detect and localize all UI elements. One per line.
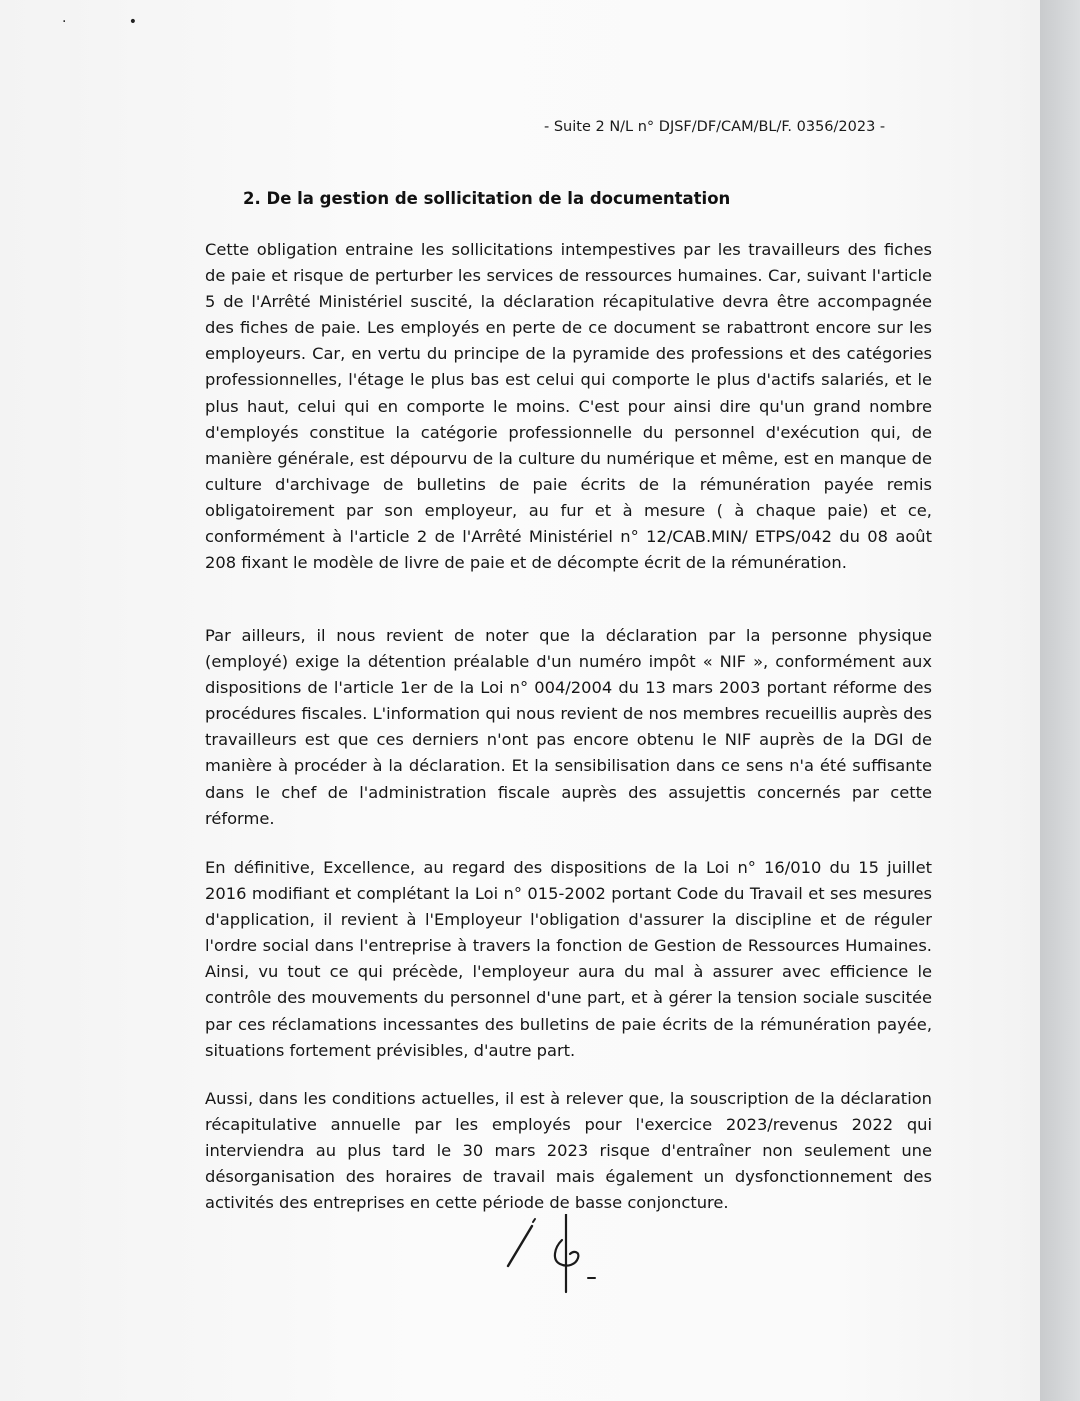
handwritten-signature	[500, 1214, 610, 1294]
paragraph-3: En définitive, Excellence, au regard des dispositions de la Loi n° 16/010 du 15 juillet 2016 modifiant et complétant la Loi n° 015-2002 portant Code du Travail et ses mesures d'application, il revient à l'Employeur l'obligation d'assurer la discipline et de réguler l'ordre social dans l'entreprise à travers la fonction de Gestion de Ressources Humaines. Ainsi, vu tout ce qui précède, l'employeur aura du mal à assurer avec efficience le contrôle des mouvements du personnel d'une part, et à gérer la tension sociale suscitée par ces réclamations incessantes des bulletins de paie écrits de la rémunération payée, situations fortement prévisibles, d'autre part.	[205, 858, 932, 1060]
letter-reference: - Suite 2 N/L n° DJSF/DF/CAM/BL/F. 0356/2023 -	[544, 119, 886, 135]
page-edge-shadow	[1040, 0, 1080, 1401]
paragraph-2: Par ailleurs, il nous revient de noter que la déclaration par la personne physique (employé) exige la détention préalable d'un numéro impôt « NIF », conformément aux dispositions de l'article 1er de la Loi n° 004/2004 du 13 mars 2003 portant réforme des procédures fiscales. L'information qui nous revient de nos membres recueillis auprès des travailleurs est que ces derniers n'ont pas encore obtenu le NIF auprès de la DGI de manière à procéder à la déclaration. Et la sensibilisation dans ce sens n'a été suffisante dans le chef de l'administration fiscale auprès des assujettis concernés par cette réforme.	[205, 626, 932, 828]
scan-specks: · •	[62, 14, 138, 30]
paragraph-1: Cette obligation entraine les sollicitations intempestives par les travailleurs des fiches de paie et risque de perturber les services de ressources humaines. Car, suivant l'article 5 de l'Arrêté Ministériel suscité, la déclaration récapitulative devra être accompagnée des fiches de paie. Les employés en perte de ce document se rabattront encore sur les employeurs. Car, en vertu du principe de la pyramide des professions et des catégories professionnelles, l'étage le plus bas est celui qui comporte le plus d'actifs salariés, et le plus haut, celui qui en comporte le moins. C'est pour ainsi dire qu'un grand nombre d'employés constitue la catégorie professionnelle du personnel d'exécution qui, de manière générale, est dépourvu de la culture du numérique et même, est en manque de culture d'archivage de bulletins de paie écrits de la rémunération payée remis obligatoirement par son employeur, au fur et à mesure ( à chaque paie) et ce, conformément à l'article 2 de l'Arrêté Ministériel n° 12/CAB.MIN/ ETPS/042 du 08 août 208 fixant le modèle de livre de paie et de décompte écrit de la rémunération.	[205, 240, 932, 573]
section-heading: 2. De la gestion de sollicitation de la documentation	[243, 189, 731, 208]
paragraph-4: Aussi, dans les conditions actuelles, il est à relever que, la souscription de la déclaration récapitulative annuelle par les employés pour l'exercice 2023/revenus 2022 qui interviendra au plus tard le 30 mars 2023 risque d'entraîner non seulement une désorganisation des horaires de travail mais également un dysfonctionnement des activités des entreprises en cette période de basse conjoncture.	[205, 1089, 932, 1213]
